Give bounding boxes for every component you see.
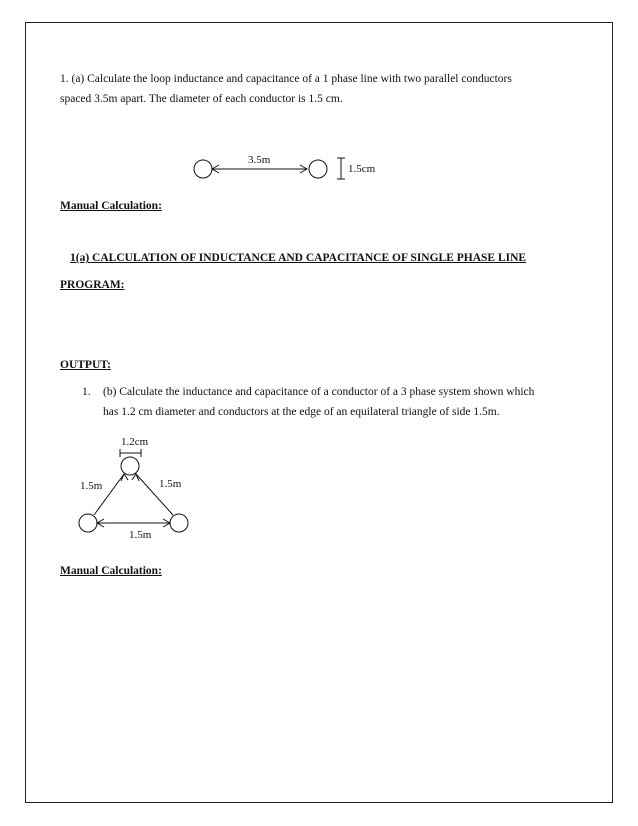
bottom-right-conductor bbox=[170, 514, 188, 532]
right-side-label: 1.5m bbox=[159, 478, 182, 490]
top-conductor bbox=[121, 457, 139, 475]
question-1a-line-2: spaced 3.5m apart. The diameter of each conductor is 1.5 cm. bbox=[60, 93, 343, 105]
distance-label: 3.5m bbox=[248, 154, 271, 166]
two-conductor-diagram bbox=[190, 150, 410, 190]
question-1b-line-1: (b) Calculate the inductance and capacitance of a conductor of a 3 phase system shown which bbox=[103, 386, 535, 398]
triangle-diameter-label: 1.2cm bbox=[121, 436, 149, 448]
conductor-a bbox=[194, 160, 212, 178]
question-1b-number: 1. bbox=[82, 386, 91, 398]
program-heading: PROGRAM: bbox=[60, 279, 125, 291]
arrowhead-top-left bbox=[121, 474, 128, 481]
manual-calculation-heading-1: Manual Calculation: bbox=[60, 200, 162, 212]
bottom-side-label: 1.5m bbox=[129, 529, 152, 541]
triangle-conductor-diagram bbox=[75, 430, 205, 545]
bottom-left-conductor bbox=[79, 514, 97, 532]
question-1a-line-1: 1. (a) Calculate the loop inductance and capacitance of a 1 phase line with two parallel conductors bbox=[60, 73, 512, 85]
left-side-label: 1.5m bbox=[80, 480, 103, 492]
section-heading-1a: 1(a) CALCULATION OF INDUCTANCE AND CAPACITANCE OF SINGLE PHASE LINE bbox=[70, 252, 527, 264]
conductor-b bbox=[309, 160, 327, 178]
arrowhead-top-right bbox=[132, 474, 139, 481]
question-1b-line-2: has 1.2 cm diameter and conductors at the edge of an equilateral triangle of side 1.5m. bbox=[103, 406, 500, 418]
diameter-label: 1.5cm bbox=[348, 163, 376, 175]
manual-calculation-heading-2: Manual Calculation: bbox=[60, 565, 162, 577]
output-heading: OUTPUT: bbox=[60, 359, 111, 371]
